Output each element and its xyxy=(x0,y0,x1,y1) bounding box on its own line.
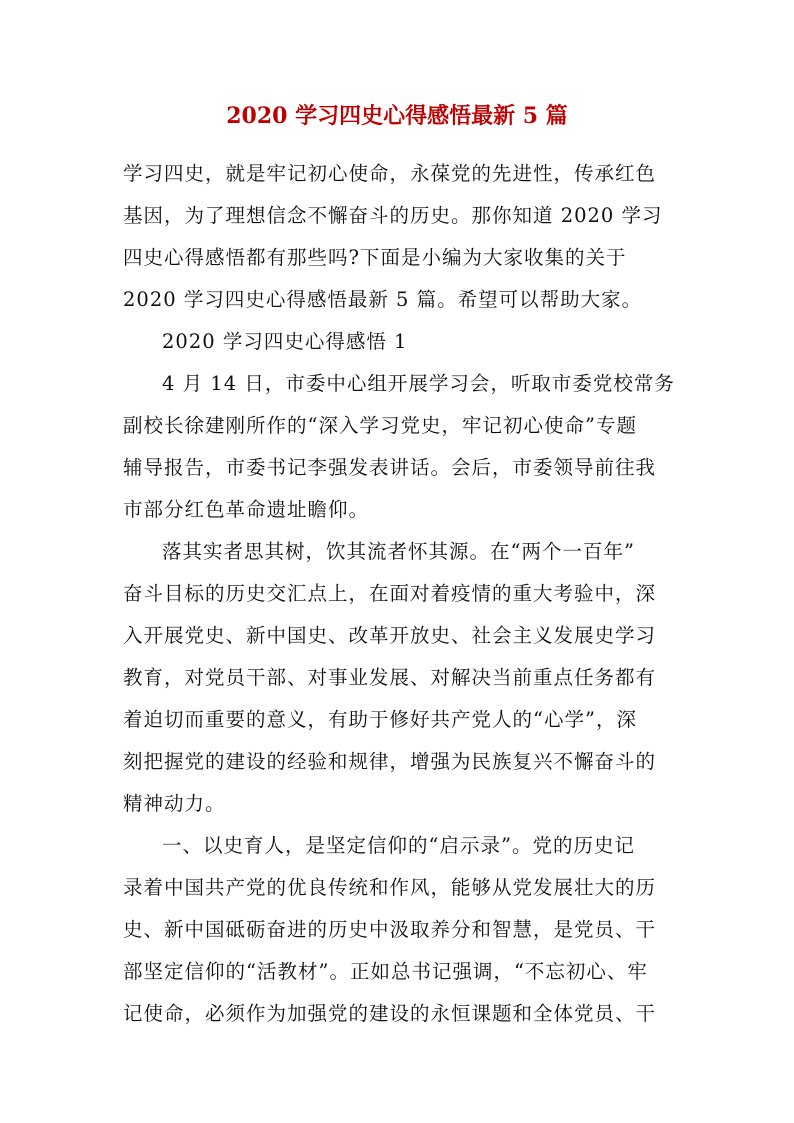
body-line: 一、以史育人，是坚定信仰的“启示录”。党的历史记 xyxy=(162,834,635,857)
body-line: 辅导报告，市委书记李强发表讲话。会后，市委领导前往我 xyxy=(123,456,657,479)
body-line: 学习四史，就是牢记初心使命，永葆党的先进性，传承红色 xyxy=(123,162,657,185)
body-line: 落其实者思其树，饮其流者怀其源。在“两个一百年” xyxy=(162,540,635,563)
document-title: 2020 学习四史心得感悟最新 5 篇 xyxy=(226,103,568,129)
body-line: 刻把握党的建设的经验和规律，增强为民族复兴不懈奋斗的 xyxy=(123,750,657,773)
body-line: 着迫切而重要的意义，有助于修好共产党人的“心学”，深 xyxy=(123,708,637,731)
body-line: 史、新中国砥砺奋进的历史中汲取养分和智慧，是党员、干 xyxy=(123,918,657,941)
body-line: 市部分红色革命遗址瞻仰。 xyxy=(123,498,370,521)
body-line: 奋斗目标的历史交汇点上，在面对着疫情的重大考验中，深 xyxy=(123,582,657,605)
body-line: 四史心得感悟都有那些吗?下面是小编为大家收集的关于 xyxy=(123,246,627,269)
body-line: 副校长徐建刚所作的“深入学习党史，牢记初心使命”专题 xyxy=(123,414,637,437)
body-line: 录着中国共产党的优良传统和作风，能够从党发展壮大的历 xyxy=(123,876,657,899)
body-line: 部坚定信仰的“活教材”。正如总书记强调，“不忘初心、牢 xyxy=(123,960,648,983)
body-line: 4 月 14 日，市委中心组开展学习会，听取市委党校常务 xyxy=(162,372,675,395)
body-line: 记使命，必须作为加强党的建设的永恒课题和全体党员、干 xyxy=(123,1002,657,1025)
body-line: 教育，对党员干部、对事业发展、对解决当前重点任务都有 xyxy=(123,666,657,689)
section-heading: 2020 学习四史心得感悟 1 xyxy=(162,330,408,353)
body-line: 基因，为了理想信念不懈奋斗的历史。那你知道 2020 学习 xyxy=(123,204,663,227)
body-line: 2020 学习四史心得感悟最新 5 篇。希望可以帮助大家。 xyxy=(123,288,643,311)
body-line: 入开展党史、新中国史、改革开放史、社会主义发展史学习 xyxy=(123,624,657,647)
body-line: 精神动力。 xyxy=(123,792,226,815)
